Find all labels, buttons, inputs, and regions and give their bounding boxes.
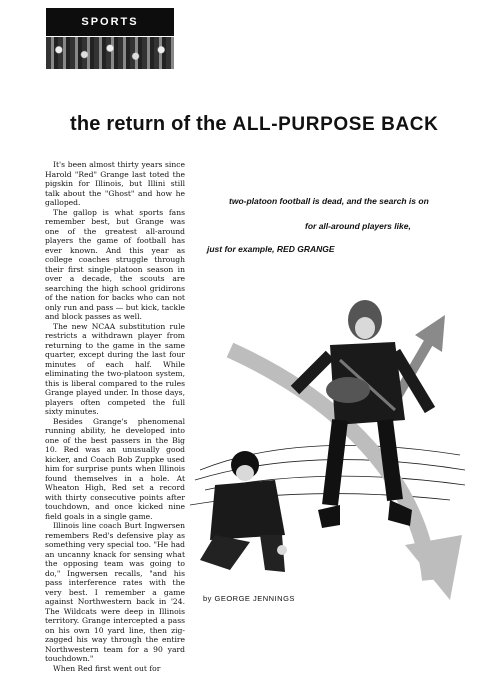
body-paragraph: Illinois line coach Burt Ingwersen remembers Red's defensive play as something very special too. "He had an uncanny knack for sensing what the opposing team was going to do," Ingwersen recalls, "and his pass interference rates with the very best. I remember a game against Northwestern back in '24. The Wildcats were deep in Illinois territory. Grange intercepted a pass on his own 10 yard line, then zig-zagged his way through the entire Northwestern team for a 90 yard touchdown." (45, 521, 185, 664)
article-headline (70, 113, 438, 136)
body-paragraph: The new NCAA substitution rule restricts a withdrawn player from returning to the game in the same quarter, except during the last four minutes of each half. While eliminating the two-platoon system, this is liberal compared to the rules Grange played under. In those days, players often competed the full sixty minutes. (45, 322, 185, 417)
body-paragraph: It's been almost thirty years since Harold "Red" Grange last toted the pigskin for Illinois, but Illini still talk about the "Ghost" and how he galloped. (45, 160, 185, 208)
body-paragraph: When Red first went out for (45, 664, 185, 673)
football-players-illustration (190, 280, 470, 610)
body-paragraph: Besides Grange's phenomenal running ability, he developed into one of the best passers in the Big 10. Red was an unusually good kicker, and Coach Bob Zuppke used him for surprise punts when Illinois found themselves in a hole. At Wheaton High, Red set a record with thirty consecutive points after touchdown, and once kicked nine field goals in a single game. (45, 417, 185, 522)
article-body-column (45, 160, 185, 673)
body-paragraph: The gallop is what sports fans remember best, but Grange was one of the greatest all-around players the game of football has ever known. And this year as college coaches struggle through their first single-platoon season in over a decade, the scouts are searching the high school gridirons of the nation for backs who can not only run and pass — but kick, tackle and block passes as well. (45, 208, 185, 322)
section-banner (46, 8, 174, 36)
deck-line-3: just for example, RED GRANGE (207, 244, 335, 254)
deck-line-2: for all-around players like, (305, 221, 411, 231)
deck-line-1: two-platoon football is dead, and the search is on (229, 196, 429, 206)
byline: by GEORGE JENNINGS (203, 594, 295, 603)
crouching-lineman-figure (200, 451, 287, 572)
headline-emphasis: ALL-PURPOSE BACK (233, 114, 439, 135)
crowd-photo-strip (46, 37, 174, 69)
headline-lead: the return of the (70, 113, 233, 135)
section-label: SPORTS (81, 16, 138, 28)
